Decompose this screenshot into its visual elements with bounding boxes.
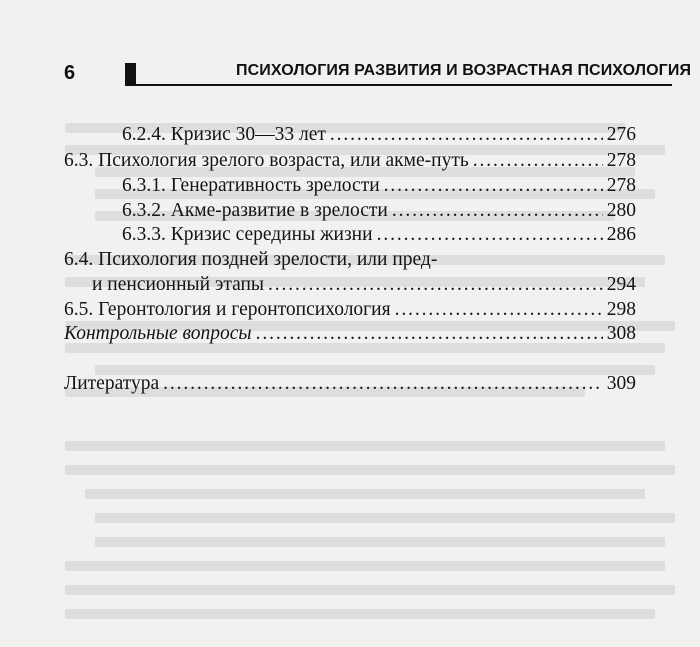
toc-entry xyxy=(64,298,636,322)
toc-entry xyxy=(92,273,636,297)
toc-entry-page: 276 xyxy=(606,124,636,145)
toc-entry xyxy=(64,149,636,173)
toc-entry-title: и пенсионный этапы xyxy=(92,274,265,295)
leader-dots xyxy=(256,322,603,346)
leader-dots xyxy=(377,223,603,247)
toc-entry-page: 278 xyxy=(606,175,636,196)
header-rule xyxy=(125,84,672,86)
leader-dots xyxy=(473,149,603,173)
toc-entry xyxy=(122,223,636,247)
toc-entry-title: 6.5. Геронтология и геронтопсихология xyxy=(64,299,391,320)
toc-entry-title: Литература xyxy=(64,373,160,394)
running-title: ПСИХОЛОГИЯ РАЗВИТИЯ И ВОЗРАСТНАЯ ПСИХОЛОГИЯ xyxy=(236,62,692,79)
toc-entry-title: 6.3.2. Акме-развитие в зрелости xyxy=(122,200,388,221)
toc-entry-page: 280 xyxy=(606,200,636,221)
toc-entry-title: 6.3.1. Генеративность зрелости xyxy=(122,175,380,196)
toc-entry-title: Контрольные вопросы xyxy=(64,323,252,344)
header-marker-block xyxy=(125,63,136,84)
toc-entry-title: 6.4. Психология поздней зрелости, или пред- xyxy=(64,249,438,270)
toc-entry-title: 6.3.3. Кризис середины жизни xyxy=(122,224,373,245)
toc-entry xyxy=(122,174,636,198)
toc-entry-page: 294 xyxy=(606,274,636,295)
toc-entry-page: 298 xyxy=(606,299,636,320)
toc-entry-title: 6.2.4. Кризис 30—33 лет xyxy=(122,124,326,145)
leader-dots xyxy=(395,298,603,322)
toc-entry xyxy=(64,248,636,272)
toc-entry-page: 278 xyxy=(606,150,636,171)
toc-entry xyxy=(122,123,636,147)
toc-entry xyxy=(64,322,636,346)
toc-entry-page: 309 xyxy=(606,373,636,394)
leader-dots xyxy=(330,123,603,147)
toc-entry-title: 6.3. Психология зрелого возраста, или акме-путь xyxy=(64,150,469,171)
toc-entry-page: 286 xyxy=(606,224,636,245)
leader-dots xyxy=(384,174,603,198)
leader-dots xyxy=(392,199,603,223)
leader-dots xyxy=(268,273,603,297)
leader-dots xyxy=(163,372,603,396)
toc-entry xyxy=(122,199,636,223)
toc-entry-page: 308 xyxy=(606,323,636,344)
page-number: 6 xyxy=(64,62,76,84)
toc-entry xyxy=(64,372,636,396)
